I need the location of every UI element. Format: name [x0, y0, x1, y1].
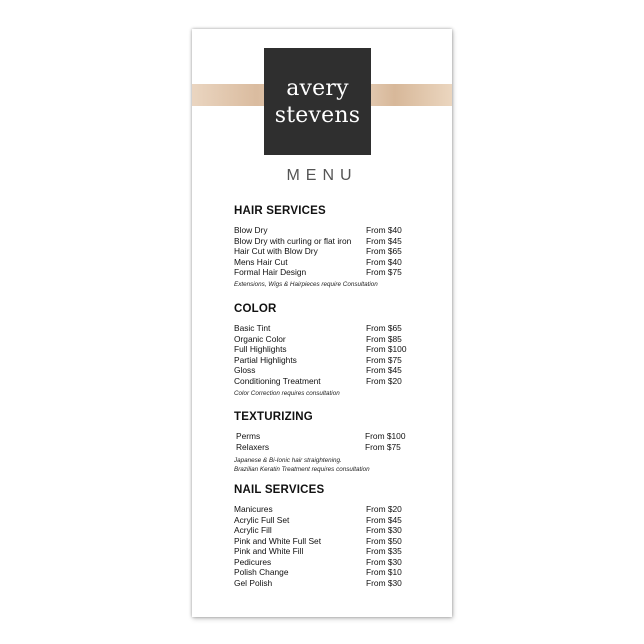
section-title: COLOR [234, 303, 277, 315]
service-row [234, 525, 424, 536]
service-price: From $45 [366, 235, 402, 246]
service-name: Polish Change [234, 567, 289, 577]
service-row [234, 334, 424, 345]
service-name: Basic Tint [234, 323, 271, 333]
service-price: From $50 [366, 535, 402, 546]
service-row [234, 365, 424, 376]
service-price: From $20 [366, 375, 402, 386]
service-row [234, 567, 424, 578]
section-title: HAIR SERVICES [234, 205, 326, 217]
service-row [234, 376, 424, 387]
service-price: From $10 [366, 567, 402, 577]
section-title: TEXTURIZING [234, 411, 313, 423]
service-price: From $30 [366, 525, 402, 535]
section-nail-services [234, 482, 424, 588]
service-row [234, 236, 424, 247]
service-row [234, 442, 424, 453]
service-name: Relaxers [236, 441, 270, 452]
service-price: From $65 [366, 323, 402, 333]
service-price: From $75 [365, 441, 401, 452]
service-name: Manicures [234, 504, 273, 514]
service-name: Formal Hair Design [234, 267, 307, 277]
service-row [234, 225, 424, 236]
service-name: Gel Polish [234, 577, 273, 588]
service-price: From $45 [366, 365, 402, 375]
service-name: Mens Hair Cut [234, 256, 288, 267]
service-name: Pink and White Full Set [234, 535, 322, 546]
section-color [234, 301, 424, 399]
service-name: Conditioning Treatment [234, 375, 321, 386]
menu-title: MENU [286, 167, 358, 184]
service-price: From $75 [366, 267, 402, 277]
service-price: From $40 [366, 256, 402, 267]
service-row [234, 578, 424, 589]
service-row [234, 504, 424, 515]
service-name: Full Highlights [234, 344, 287, 354]
brand-name-last: stevens [274, 102, 361, 128]
service-name: Organic Color [234, 333, 286, 344]
service-name: Pink and White Fill [234, 546, 304, 556]
service-name: Gloss [234, 365, 256, 375]
section-texturizing [234, 409, 424, 474]
service-row [234, 323, 424, 334]
service-row [234, 546, 424, 557]
service-price: From $20 [366, 504, 402, 514]
service-row [234, 257, 424, 268]
service-name: Partial Highlights [234, 354, 297, 365]
service-row [234, 246, 424, 257]
service-row [234, 515, 424, 526]
service-name: Hair Cut with Blow Dry [234, 246, 318, 256]
section-note: Color Correction requires consultation [234, 390, 340, 397]
service-name: Blow Dry with curling or flat iron [234, 235, 352, 246]
service-price: From $30 [366, 577, 402, 588]
section-note: Extensions, Wigs & Hairpieces require Consultation [234, 280, 378, 288]
service-price: From $45 [366, 514, 402, 525]
menu-card [192, 29, 452, 617]
brand-name-first: avery [286, 75, 349, 101]
service-name: Pedicures [234, 556, 272, 567]
service-row [234, 355, 424, 366]
service-row [234, 267, 424, 278]
service-name: Acrylic Full Set [234, 514, 290, 525]
section-note: Japanese & Bi-Ionic hair straightening. [234, 457, 342, 464]
service-price: From $100 [366, 344, 407, 354]
service-name: Perms [236, 431, 261, 441]
service-price: From $40 [366, 225, 402, 235]
service-price: From $65 [366, 246, 402, 256]
service-price: From $75 [366, 354, 402, 365]
section-title: NAIL SERVICES [234, 484, 325, 496]
service-row [234, 344, 424, 355]
section-hair-services [234, 203, 424, 289]
service-row [234, 557, 424, 568]
service-name: Blow Dry [234, 225, 268, 235]
service-name: Acrylic Fill [234, 525, 272, 535]
logo-box [264, 48, 371, 155]
service-price: From $100 [365, 431, 406, 441]
service-row [234, 536, 424, 547]
service-price: From $35 [366, 546, 402, 556]
service-row [234, 431, 424, 442]
service-price: From $30 [366, 556, 402, 567]
section-note: Brazilian Keratin Treatment requires consultation [234, 465, 370, 473]
service-price: From $85 [366, 333, 402, 344]
